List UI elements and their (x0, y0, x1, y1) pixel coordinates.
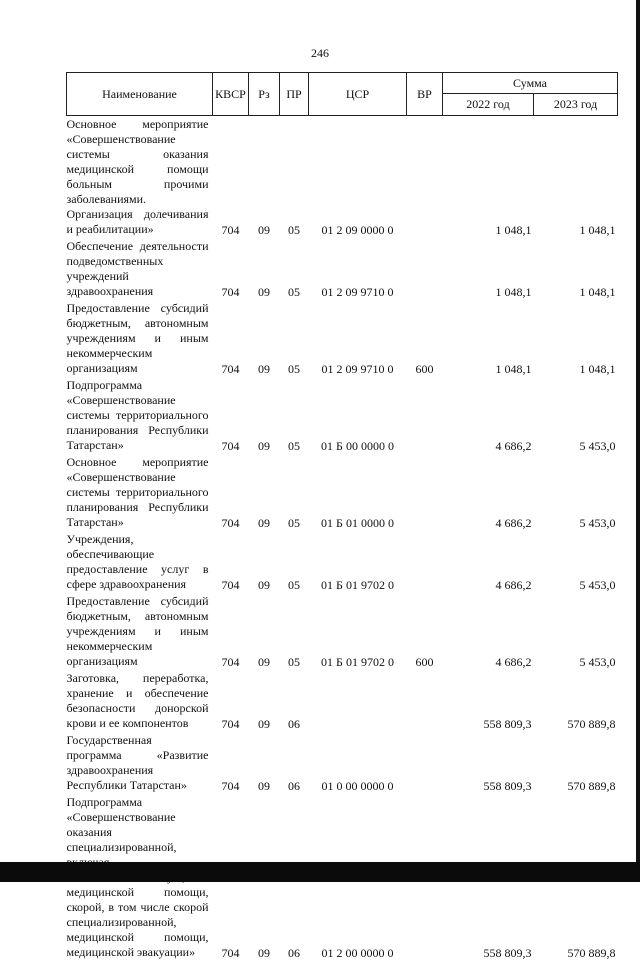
row-sum-2022: 4 686,2 (443, 531, 534, 593)
row-sum-2023: 5 453,0 (534, 377, 618, 454)
row-rz: 09 (249, 454, 280, 531)
row-rz: 09 (249, 531, 280, 593)
row-csr: 01 2 00 0000 0 (309, 794, 407, 961)
row-name: Подпрограмма «Совершенствование системы территориального планирования Республики Татарстан» (67, 377, 213, 454)
row-name: Заготовка, переработка, хранение и обеспечение безопасности донорской крови и ее компонентов (67, 670, 213, 732)
row-sum-2022: 4 686,2 (443, 377, 534, 454)
row-vr: 600 (407, 593, 443, 670)
header-year-2023: 2023 год (534, 94, 618, 116)
table-row (67, 670, 618, 732)
row-kvsr: 704 (213, 593, 249, 670)
header-vr: ВР (407, 73, 443, 116)
row-sum-2022: 1 048,1 (443, 238, 534, 300)
table-row (67, 116, 618, 239)
row-name: Основное мероприятие «Совершенствование системы территориального планирования Республики Татарстан» (67, 454, 213, 531)
table-row (67, 238, 618, 300)
row-vr (407, 531, 443, 593)
row-rz: 09 (249, 670, 280, 732)
row-pr: 05 (280, 593, 309, 670)
row-name: Предоставление субсидий бюджетным, автономным учреждениям и иным некоммерческим организациям (67, 593, 213, 670)
table-body (67, 116, 618, 961)
row-rz: 09 (249, 593, 280, 670)
row-vr (407, 116, 443, 239)
row-pr: 06 (280, 732, 309, 794)
header-sum: Сумма (443, 73, 618, 94)
row-sum-2022: 1 048,1 (443, 116, 534, 239)
row-rz: 09 (249, 116, 280, 239)
row-sum-2022: 4 686,2 (443, 454, 534, 531)
row-vr (407, 454, 443, 531)
row-name: Основное мероприятие «Совершенствование системы оказания медицинской помощи больным прочими заболеваниями. Организация долечивания и реабилитации» (67, 116, 213, 239)
header-rz: Рз (249, 73, 280, 116)
row-pr: 05 (280, 238, 309, 300)
row-vr (407, 377, 443, 454)
table-row (67, 377, 618, 454)
row-sum-2023: 5 453,0 (534, 531, 618, 593)
row-sum-2022: 558 809,3 (443, 794, 534, 961)
row-csr: 01 2 09 0000 0 (309, 116, 407, 239)
row-csr: 01 Б 01 9702 0 (309, 593, 407, 670)
header-year-2022: 2022 год (443, 94, 534, 116)
row-sum-2023: 570 889,8 (534, 732, 618, 794)
row-sum-2022: 558 809,3 (443, 732, 534, 794)
header-csr: ЦСР (309, 73, 407, 116)
row-csr: 01 Б 00 0000 0 (309, 377, 407, 454)
row-csr: 01 2 09 9710 0 (309, 300, 407, 377)
table-row (67, 593, 618, 670)
row-csr (309, 670, 407, 732)
row-name: Государственная программа «Развитие здравоохранения Республики Татарстан» (67, 732, 213, 794)
row-pr: 05 (280, 377, 309, 454)
table-row (67, 454, 618, 531)
row-csr: 01 Б 01 0000 0 (309, 454, 407, 531)
row-vr (407, 732, 443, 794)
row-pr: 05 (280, 116, 309, 239)
row-csr: 01 2 09 9710 0 (309, 238, 407, 300)
row-sum-2023: 570 889,8 (534, 670, 618, 732)
budget-table (66, 72, 618, 961)
header-name: Наименование (67, 73, 213, 116)
row-kvsr: 704 (213, 732, 249, 794)
row-kvsr: 704 (213, 300, 249, 377)
row-csr: 01 0 00 0000 0 (309, 732, 407, 794)
row-name: Предоставление субсидий бюджетным, автономным учреждениям и иным некоммерческим организациям (67, 300, 213, 377)
header-kvsr: КВСР (213, 73, 249, 116)
row-pr: 05 (280, 531, 309, 593)
row-kvsr: 704 (213, 238, 249, 300)
scan-right-edge (636, 0, 640, 882)
row-vr: 600 (407, 300, 443, 377)
row-vr (407, 238, 443, 300)
page-number: 246 (0, 46, 640, 61)
table-row (67, 732, 618, 794)
row-sum-2023: 1 048,1 (534, 116, 618, 239)
row-sum-2022: 4 686,2 (443, 593, 534, 670)
row-csr: 01 Б 01 9702 0 (309, 531, 407, 593)
row-rz: 09 (249, 377, 280, 454)
table-row (67, 300, 618, 377)
table-row (67, 531, 618, 593)
row-sum-2023: 570 889,8 (534, 794, 618, 961)
row-kvsr: 704 (213, 531, 249, 593)
row-rz: 09 (249, 238, 280, 300)
row-sum-2023: 1 048,1 (534, 238, 618, 300)
row-sum-2022: 1 048,1 (443, 300, 534, 377)
row-pr: 05 (280, 300, 309, 377)
row-name: Подпрограмма «Совершенствование оказания специализированной, медицинской помощи, скорой, в том числе скорой специализированной, медицинской помощи, медицинской эвакуации» (67, 794, 213, 961)
row-name: Учреждения, обеспечивающие предоставление услуг в сфере здравоохранения (67, 531, 213, 593)
row-name: Обеспечение деятельности подведомственных учреждений здравоохранения (67, 238, 213, 300)
row-rz: 09 (249, 794, 280, 961)
row-sum-2023: 5 453,0 (534, 454, 618, 531)
row-sum-2022: 558 809,3 (443, 670, 534, 732)
row-rz: 09 (249, 300, 280, 377)
row-rz: 09 (249, 732, 280, 794)
row-kvsr: 704 (213, 794, 249, 961)
row-kvsr: 704 (213, 377, 249, 454)
table-header (67, 73, 618, 116)
row-kvsr: 704 (213, 454, 249, 531)
scan-bottom-bar (0, 862, 640, 882)
row-sum-2023: 1 048,1 (534, 300, 618, 377)
row-vr (407, 670, 443, 732)
row-pr: 05 (280, 454, 309, 531)
row-pr: 06 (280, 670, 309, 732)
row-pr: 06 (280, 794, 309, 961)
row-kvsr: 704 (213, 116, 249, 239)
row-kvsr: 704 (213, 670, 249, 732)
row-sum-2023: 5 453,0 (534, 593, 618, 670)
header-pr: ПР (280, 73, 309, 116)
